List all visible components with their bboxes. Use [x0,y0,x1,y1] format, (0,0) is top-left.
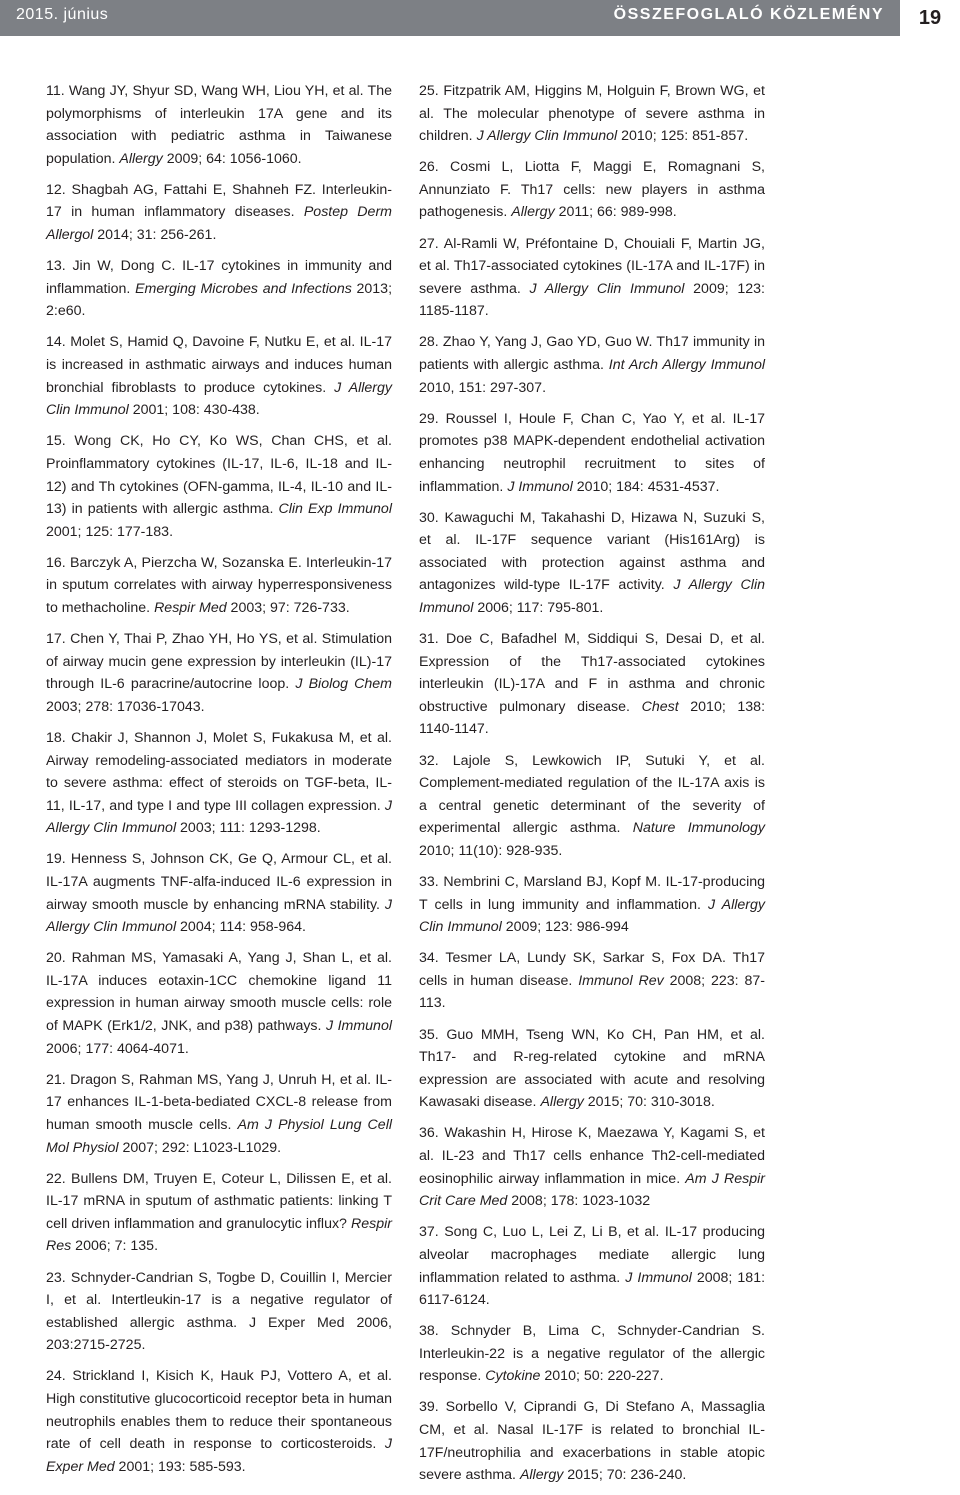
reference-citation: 2007; 292: L1023-L1029. [118,1139,282,1156]
reference-text: 27. Al-Ramli W, Préfontaine D, Chouiali F, Martin JG, et al. Th17-associated cytokines (IL-17A and IL-17F) in severe asthma. [419,235,765,297]
reference-citation: 2008; 223: 87-113. [419,972,766,1012]
reference-journal: J Biolog Chem [295,676,392,693]
reference-text: 37. Song C, Luo L, Lei Z, Li B, et al. IL-17 producing alveolar macrophages mediate allergic lung inflammation related to asthma. [419,1224,765,1286]
reference-entry [46,947,392,1060]
reference-citation: 2009; 123: 1185-1187. [419,280,765,320]
reference-citation: 2010, 151: 297-307. [419,379,547,396]
reference-entry [419,408,765,498]
reference-journal: Immunol Rev [578,972,664,989]
reference-citation: 2013; 2:e60. [46,280,393,320]
reference-journal: Allergy [519,1467,564,1484]
reference-entry [419,80,765,148]
reference-journal: J Allergy Clin Immunol [419,577,765,616]
reference-entry [419,947,765,1015]
reference-text: 16. Barczyk A, Pierzcha W, Sozanska E. Interleukin-17 in sputum correlates with airway hyperresponsiveness to methacholine. [46,554,392,616]
reference-entry [46,1168,392,1258]
reference-entry [419,233,765,323]
reference-citation: 2010; 50: 220-227. [540,1368,664,1385]
reference-citation: 2010; 184: 4531-4537. [572,478,720,495]
reference-journal: Am J Physiol Lung Cell Mol Physiol [46,1116,392,1156]
reference-text: 18. Chakir J, Shannon J, Molet S, Fukakusa M, et al. Airway remodeling-associated mediators in moderate to severe asthma: effect of steroids on TGF-beta, IL-11, IL-17, and type I and type III collagen expression. [46,729,392,814]
reference-journal: Allergy [540,1094,584,1111]
reference-text: 22. Bullens DM, Truyen E, Coteur L, Dilissen E, et al. IL-17 mRNA in sputum of asthmatic patients: linking T cell driven inflammation and granulocytic influx? [46,1170,392,1232]
reference-citation: 2010; 138: 1140-1147. [419,698,766,738]
reference-journal: Respir Res [46,1215,392,1255]
reference-entry [46,179,392,247]
reference-text: 25. Fitzpatrik AM, Higgins M, Holguin F, Brown WG, et al. The molecular phenotype of severe asthma in children. [419,83,765,145]
reference-text: 15. Wong CK, Ho CY, Ko WS, Chan CHS, et al. Proinflammatory cytokines (IL-17, IL-6, IL-18 and IL-12) and Th cytokines (OFN-gamma, IL-4, IL-10 and IL-13) in patients with allergic asthma. [46,433,392,518]
reference-citation: 2015; 70: 236-240. [563,1467,687,1484]
reference-citation: 2010; 11(10): 928-935. [419,842,563,859]
reference-citation: 2001; 125: 177-183. [46,523,174,540]
reference-journal: J Immunol [325,1018,392,1035]
reference-citation: 2014; 31: 256-261. [93,227,217,244]
reference-text: 33. Nembrini C, Marsland BJ, Kopf M. IL-17-producing T cells in lung immunity and inflammation. [419,874,765,913]
issue-date: 2015. június [16,6,109,23]
references-right-column [419,80,765,1495]
reference-citation: 2001; 193: 585-593. [114,1458,246,1475]
reference-citation: 2001; 108: 430-438. [128,402,260,419]
reference-entry [419,1320,765,1388]
reference-entry [46,1365,392,1478]
reference-text: 29. Roussel I, Houle F, Chan C, Yao Y, et al. IL-17 promotes p38 MAPK-dependent endothelial activation enhancing neutrophil recruitment to sites of inflammation. [419,410,765,495]
page-number: 19 [900,0,960,36]
reference-journal: Allergy [511,204,555,221]
reference-text: 34. Tesmer LA, Lundy SK, Sarkar S, Fox DA. Th17 cells in human disease. [419,950,765,989]
reference-citation: 2003; 111: 1293-1298. [176,820,321,837]
reference-journal: Am J Respir Crit Care Med [419,1170,765,1210]
references-left-column [46,80,392,1487]
reference-citation: 2008; 178: 1023-1032 [507,1193,651,1210]
reference-entry [46,848,392,938]
reference-text: 35. Guo MMH, Tseng WN, Ko CH, Pan HM, et al. Th17- and R-reg-related cytokine and mRNA expression are associated with acute and resolving Kawasaki disease. [419,1026,765,1111]
reference-citation: 2011; 66: 989-998. [554,204,677,221]
reference-journal: Respir Med [154,599,227,616]
reference-citation: 2006; 7: 135. [71,1238,159,1255]
reference-journal: J Immunol [625,1269,692,1286]
reference-text: 20. Rahman MS, Yamasaki A, Yang J, Shan L, et al. IL-17A induces eotaxin-1CC chemokine ligand 11 expression in human airway smooth muscle cells: role of MAPK (Erk1/2, JNK, and p38) pathways. [46,950,392,1035]
reference-entry [46,430,392,543]
reference-citation: 2009; 123: 986-994 [501,919,629,936]
reference-entry [46,255,392,323]
reference-journal: Cytokine [485,1368,541,1385]
reference-text: 32. Lajole S, Lewkowich IP, Sutuki Y, et al. Complement-mediated regulation of the IL-17A axis is a central genetic determinant of the severity of experimental allergic asthma. [419,752,765,837]
reference-entry [419,628,765,741]
reference-entry [46,628,392,718]
reference-entry [419,750,765,863]
reference-text: 13. Jin W, Dong C. IL-17 cytokines in immunity and inflammation. [46,258,392,297]
reference-entry [419,1396,765,1486]
reference-journal: J Allergy Clin Immunol [476,128,618,145]
reference-citation: 2003; 278: 17036-17043. [46,698,205,715]
reference-text: 12. Shagbah AG, Fattahi E, Shahneh FZ. Interleukin-17 in human inflammatory diseases. [46,181,392,221]
reference-journal: J Allergy Clin Immunol [529,280,685,297]
reference-journal: Emerging Microbes and Infections [135,280,352,297]
reference-text: 39. Sorbello V, Ciprandi G, Di Stefano A, Massaglia CM, et al. Nasal IL-17F is related to bronchial IL-17F/neutrophilia and exacerbations in stable atopic severe asthma. [419,1399,765,1484]
reference-journal: Nature Immunology [632,820,765,837]
reference-entry [419,1122,765,1212]
reference-entry [419,1024,765,1114]
reference-journal: J Allergy Clin Immunol [46,797,392,837]
reference-text: 19. Henness S, Johnson CK, Ge Q, Armour CL, et al. IL-17A augments TNF-alfa-induced IL-6 expression in airway smooth muscle by enhancing mRNA stability. [46,851,392,913]
reference-journal: J Immunol [507,478,573,495]
reference-text: 36. Wakashin H, Hirose K, Maezawa Y, Kagami S, et al. IL-23 and Th17 cells enhance Th2-cell-mediated eosinophilic airway inflammation in mice. [419,1125,765,1187]
reference-text: 14. Molet S, Hamid Q, Davoine F, Nutku E, et al. IL-17 is increased in asthmatic airways and induces human bronchial fibroblasts to produce cytokines. [46,334,392,396]
reference-text: 21. Dragon S, Rahman MS, Yang J, Unruh H, et al. IL-17 enhances IL-1-beta-bediated CXCL-8 release from human smooth muscle cells. [46,1071,392,1133]
reference-entry [419,331,765,399]
reference-journal: J Allergy Clin Immunol [46,896,392,936]
reference-journal: Allergy [119,150,163,167]
reference-text: 30. Kawaguchi M, Takahashi D, Hizawa N, Suzuki S, et al. IL-17F sequence variant (His161Arg) is associated with protection against asthma and antagonizes wild-type IL-17F activity. [419,509,765,594]
reference-text: 11. Wang JY, Shyur SD, Wang WH, Liou YH, et al. The polymorphisms of interleukin 17A gene and its association with pediatric asthma in Taiwanese population. [46,83,392,167]
reference-citation: 2009; 64: 1056-1060. [162,150,302,167]
reference-journal: J Exper Med [46,1436,392,1475]
header-bar [0,0,960,36]
reference-citation: 2015; 70: 310-3018. [583,1094,715,1111]
reference-entry [419,156,765,224]
reference-text: 26. Cosmi L, Liotta F, Maggi E, Romagnani S, Annunziato F. Th17 cells: new players in asthma pathogenesis. [419,159,765,221]
reference-entry [46,552,392,620]
reference-entry [46,1267,392,1357]
reference-text: 38. Schnyder B, Lima C, Schnyder-Candrian S. Interleukin-22 is a negative regulator of the allergic response. [419,1323,765,1385]
reference-journal: Int Arch Allergy Immunol [608,357,765,374]
reference-entry [46,331,392,421]
reference-text: 28. Zhao Y, Yang J, Gao YD, Guo W. Th17 immunity in patients with allergic asthma. [419,334,765,374]
reference-text: 24. Strickland I, Kisich K, Hauk PJ, Vottero A, et al. High constitutive glucocorticoid receptor beta in human neutrophils enables them to reduce their spontaneous rate of cell death in response to corticosteroids. [46,1368,392,1453]
reference-journal: Postep Derm Allergol [46,204,392,244]
reference-journal: Clin Exp Immunol [278,501,392,518]
reference-text: 17. Chen Y, Thai P, Zhao YH, Ho YS, et al. Stimulation of airway mucin gene expression by interleukin (IL)-17 through IL-6 paracrine/autocrine loop. [46,631,392,693]
reference-citation: 2008; 181: 6117-6124. [419,1269,766,1309]
reference-citation: 2003; 97: 726-733. [226,599,350,616]
reference-citation: 2006; 117: 795-801. [473,599,604,616]
reference-entry [46,727,392,840]
reference-citation: 2004; 114: 958-964. [176,919,306,936]
reference-citation: 2010; 125: 851-857. [617,128,749,145]
reference-entry [419,871,765,939]
reference-text: 31. Doe C, Bafadhel M, Siddiqui S, Desai D, et al. Expression of the Th17-associated cytokines interleukin (IL)-17A and F in asthma and chronic obstructive pulmonary disease. [419,631,765,715]
reference-journal: J Allergy Clin Immunol [46,379,392,419]
reference-journal: Chest [641,698,679,715]
reference-entry [419,507,765,620]
reference-journal: J Allergy Clin Immunol [419,896,765,936]
section-title: ÖSSZEFOGLALÓ KÖZLEMÉNY [613,6,884,23]
reference-text: 23. Schnyder-Candrian S, Togbe D, Couillin I, Mercier I, et al. Intertleukin-17 is a negative regulator of established allergic asthma. J Exper Med 2006, 203:2715-2725. [46,1269,392,1354]
reference-citation: 2006; 177: 4064-4071. [46,1040,189,1057]
reference-entry [46,80,392,170]
reference-entry [46,1069,392,1159]
